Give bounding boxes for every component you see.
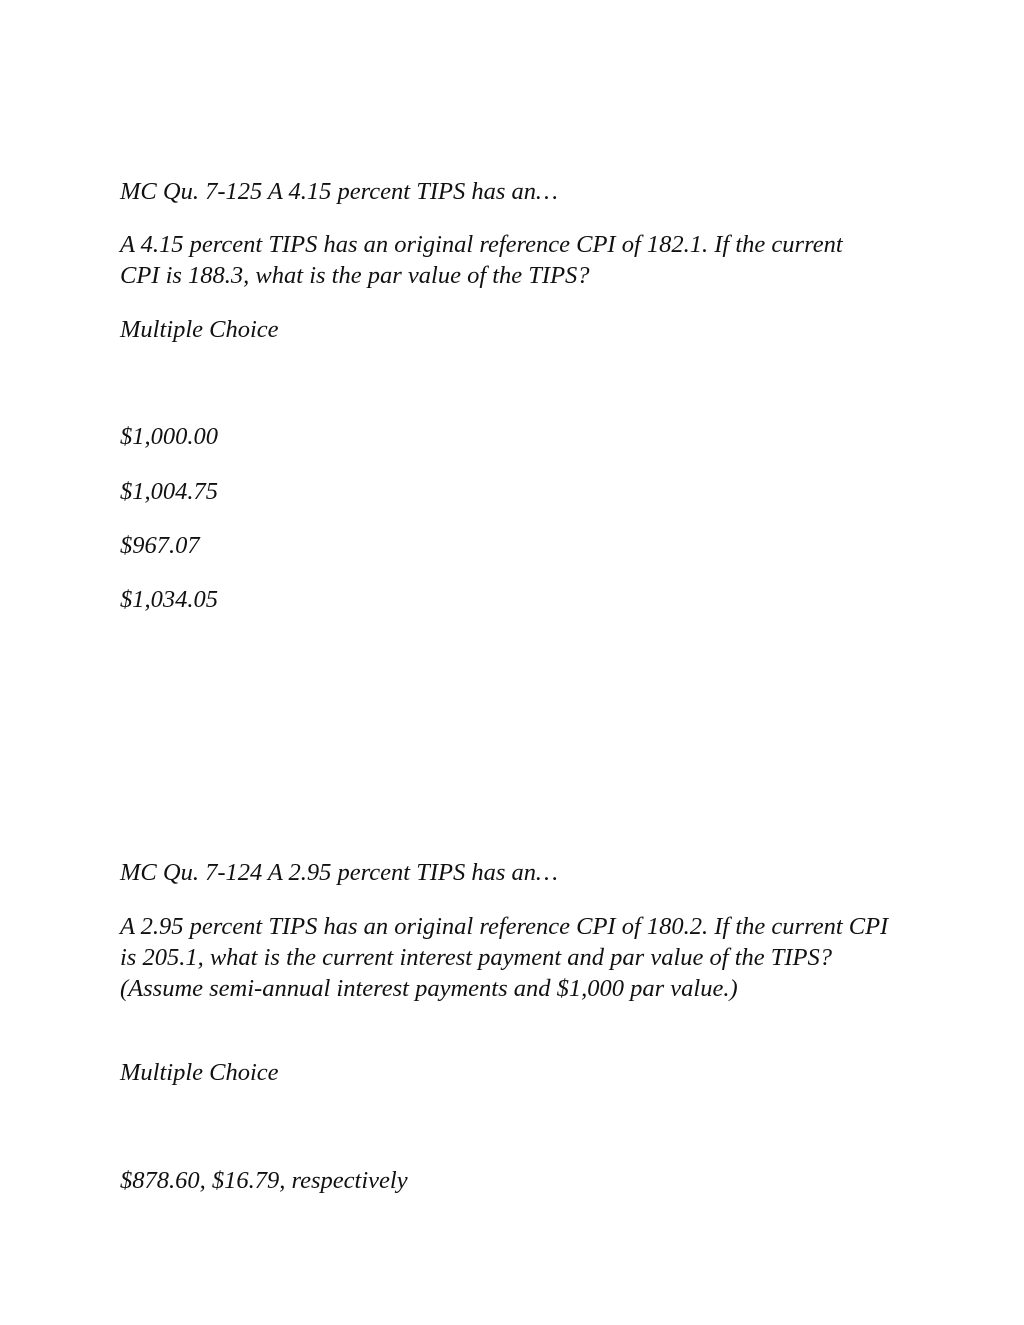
question-type-label: Multiple Choice — [120, 1059, 279, 1086]
answer-option[interactable]: $1,034.05 — [120, 586, 218, 613]
answer-option[interactable]: $1,004.75 — [120, 478, 218, 505]
answer-option[interactable]: $967.07 — [120, 532, 200, 559]
answer-option[interactable]: $878.60, $16.79, respectively — [120, 1167, 408, 1194]
answer-option[interactable]: $1,000.00 — [120, 423, 218, 450]
question-text: A 2.95 percent TIPS has an original reference CPI of 180.2. If the current CPI is 205.1, what is the current interest payment and par value of the TIPS? (Assume semi-annual interest payments and $1,000 par value.) — [120, 913, 889, 1002]
question-title: MC Qu. 7-124 A 2.95 percent TIPS has an… — [120, 859, 558, 886]
question-type-label: Multiple Choice — [120, 316, 279, 343]
question-text: A 4.15 percent TIPS has an original reference CPI of 182.1. If the current CPI is 188.3, what is the par value of the TIPS? — [120, 231, 843, 289]
question-title: MC Qu. 7-125 A 4.15 percent TIPS has an… — [120, 178, 558, 205]
